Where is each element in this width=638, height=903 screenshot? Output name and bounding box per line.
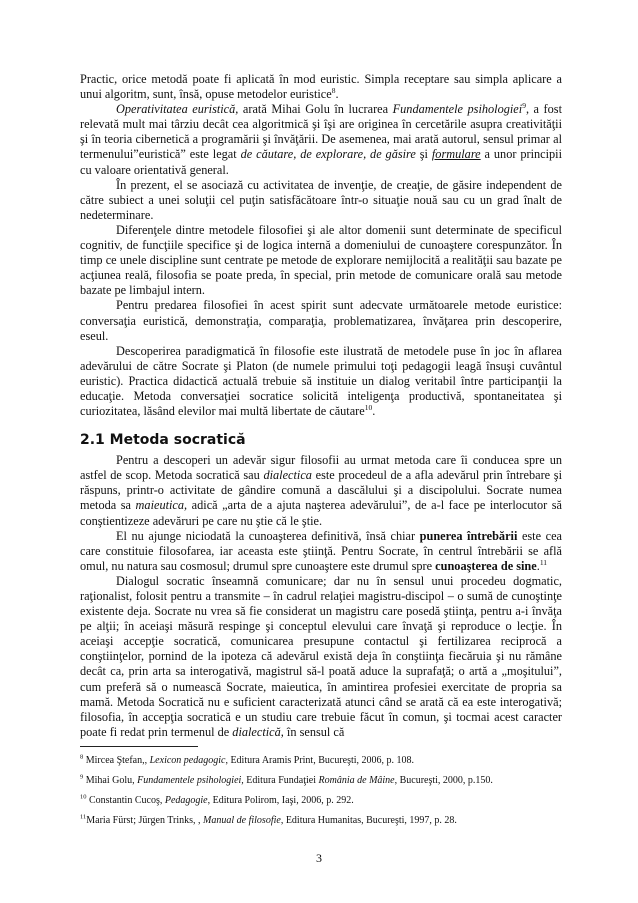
text-run: Lexicon pedagogic xyxy=(149,754,226,766)
paragraph xyxy=(80,298,562,343)
text-run: punerea întrebării xyxy=(419,528,518,543)
paragraph xyxy=(80,574,562,740)
footnote xyxy=(80,795,562,807)
text-run: În prezent, el se asociază cu activitatea de invenţie, de creaţie, de găsire independent de către subiect a unei soluţii cel puţin satisfăcătoare într-o situaţie nouă sau cu un grad înalt de nedeterminare. xyxy=(80,177,562,222)
footnote-ref: 8 xyxy=(331,86,336,95)
footnote xyxy=(80,815,562,827)
footnote-ref: 11 xyxy=(80,813,87,821)
text-run: Diferenţele dintre metodele filosofiei şi ale altor domenii sunt determinate de specificul cognitiv, de funcţiile specifice şi de logica internă a domeniului de cunoaştere corespunzător. În timp ce unele discipline sunt centrate pe metode de explorare nemijlocită a realităţii sau bazate pe acţiunea reală, filosofia se poate preda, în special, prin metode de comunicare orală sau metode bazate pe limbajul intern. xyxy=(80,222,562,298)
text-run: Editura Fundaţiei xyxy=(243,774,319,786)
text-run: dialectica xyxy=(263,468,312,483)
section-heading: 2.1 Metoda socratică xyxy=(80,432,246,449)
text-run: , Editura Aramis Print, Bucureşti, 2006, p. 108. xyxy=(225,754,415,766)
paragraph xyxy=(80,344,562,419)
text-run: , Editura Humanitas, Bucureşti, 1997, p. 28. xyxy=(280,814,457,826)
text-run: Manual de filosofie xyxy=(203,814,281,826)
paragraph xyxy=(80,529,562,574)
footnotes xyxy=(80,755,562,827)
text-run: , Bucureşti, 2000, p.150. xyxy=(394,774,493,786)
text-run: El nu ajunge niciodată la cunoaşterea definitivă, însă chiar xyxy=(116,528,420,543)
text-run: . xyxy=(536,558,540,573)
text-run: Pentru a descoperi un adevăr sigur filosofii au urmat metoda care îi conducea spre un astfel de scop. Metoda socratică sau xyxy=(80,453,562,483)
text-run: Mircea Ştefan,, xyxy=(83,754,150,766)
text-run: Fundamentele psihologiei xyxy=(392,102,523,117)
paragraph xyxy=(80,72,562,102)
footnote-ref: 10 xyxy=(80,793,87,801)
footnote-ref: 9 xyxy=(522,101,526,111)
paragraph xyxy=(80,223,562,298)
body-text xyxy=(80,72,562,740)
text-run: cunoaşterea de sine xyxy=(435,558,537,573)
footnote xyxy=(80,755,562,767)
text-run: , a fost relevată mult mai târziu decât cea algoritmică şi îşi are originea în cercetările asupra creativităţii şi în teoria cibernetică a programării şi învăţării. De asemenea, mai arată autorul, sensul primar al termenului”euristică” este legat xyxy=(80,102,562,162)
paragraph xyxy=(80,178,562,223)
text-run: Mihai Golu, xyxy=(83,774,138,786)
text-run: Practic, orice metodă poate fi aplicată în mod euristic. Simpla receptare sau simpla aplicare a unui algoritm, sunt, însă, opuse metodelor euristice xyxy=(80,72,562,102)
text-run: România de Mâine xyxy=(318,774,395,786)
text-run: arată Mihai Golu în lucrarea xyxy=(238,102,393,117)
paragraph xyxy=(80,102,562,177)
text-run: Dialogul socratic înseamnă comunicare; dar nu în sensul unui procedeu dogmatic, raţionalist, folosit pentru a transmite – în cadrul relaţiei magistru-discipol – o sumă de cunoştinţe existente deja. Socrate nu vrea să fie considerat un magistru care posedă ştiinţa, pentru a-i învăţa pe alţii; în aceiaşi măsură respinge şi conceptul elevului care învaţă şi reproduce o lecţie. În aceiaşi accepţie socratică, comunicarea presupune contactul şi fertilizarea reciprocă a conştiinţelor, pornind de la ipoteza că adevărul există deja în conştiinţa fiecăruia şi nu rămâne decât ca, prin arta sa interogativă, magistrul să-l poată aduce la suprafaţă; o artă a „moşitului”, cum preferă să o numească Socrate, maieutica, în amintirea profesiei exercitate de propria sa mamă. Metoda Socratică nu e suficient caracterizată atunci când se arată că ea este interogativă; filosofia, în accepţia socratică e un studiu care trebuie făcut în comun, şi tocmai acest caracter poate fi redat prin termenul de xyxy=(80,573,562,739)
footnote xyxy=(80,775,562,787)
text-run: dialectică, xyxy=(232,724,284,739)
page-number: 3 xyxy=(316,851,322,865)
text-run: Operativitatea euristică, xyxy=(116,102,239,117)
footnote-divider xyxy=(80,746,198,747)
text-run: maieutica, xyxy=(135,498,188,513)
text-run: Pedagogie xyxy=(164,794,208,806)
text-run: , Editura Polirom, Iaşi, 2006, p. 292. xyxy=(207,794,354,806)
text-run: Maria Fürst; Jürgen Trinks, , xyxy=(86,814,204,826)
text-run: este procedeul de a afla adevărul prin întrebare şi răspuns, printr-o activitate de gândire comună a dascălului şi a discipolului. Socrate numea metoda sa xyxy=(80,468,562,513)
text-run: a unor principii cu valoare orientativă general. xyxy=(80,147,563,177)
text-run: . xyxy=(335,87,339,102)
text-run: Pentru predarea filosofiei în acest spirit sunt adecvate următoarele metode euristice: conversaţia euristică, demonstraţia, comparaţia, problematizarea, învăţarea prin descoperire, eseul. xyxy=(80,298,562,343)
footnote-ref: 10 xyxy=(364,402,373,412)
text-run: Descoperirea paradigmatică în filosofie este ilustrată de metodele puse în joc în aflarea adevărului de către Socrate şi Platon (de numele primului toţi pedagogii leagă însuşi cuvântul euristic). Practica didactică actuală trebuie să instituie un dialog veritabil între participanţii la educaţie. Metoda conversaţiei socratice solicită inteligenţa productivă, spontaneitatea şi curiozitatea, lăsând elevilor mai multă libertate de căutare xyxy=(80,343,562,419)
footnote-ref: 8 xyxy=(80,753,84,761)
text-run: Constantin Cucoş, xyxy=(86,794,165,806)
paragraph xyxy=(80,453,562,528)
text-run: şi xyxy=(415,147,432,162)
text-run: formulare xyxy=(431,147,481,162)
footnote-ref: 11 xyxy=(539,557,548,567)
text-run: adică „arta de a ajuta naşterea adevărului”, de a-l face pe interlocutor să conştientizeze adevăruri pe care nu ştie că le ştie. xyxy=(80,498,563,528)
text-run: în sensul că xyxy=(283,724,345,739)
text-run: de căutare, de explorare, de găsire xyxy=(240,147,416,162)
text-run: Fundamentele psihologiei, xyxy=(137,774,244,786)
footnote-ref: 9 xyxy=(80,773,84,781)
text-run: este cea care constituie filosofarea, iar aceasta este ştiinţă. Pentru Socrate, în centrul întrebării se află omul, nu natura sau cosmosul; drumul spre cunoaştere este drumul spre xyxy=(80,528,562,573)
text-run: . xyxy=(372,404,376,419)
